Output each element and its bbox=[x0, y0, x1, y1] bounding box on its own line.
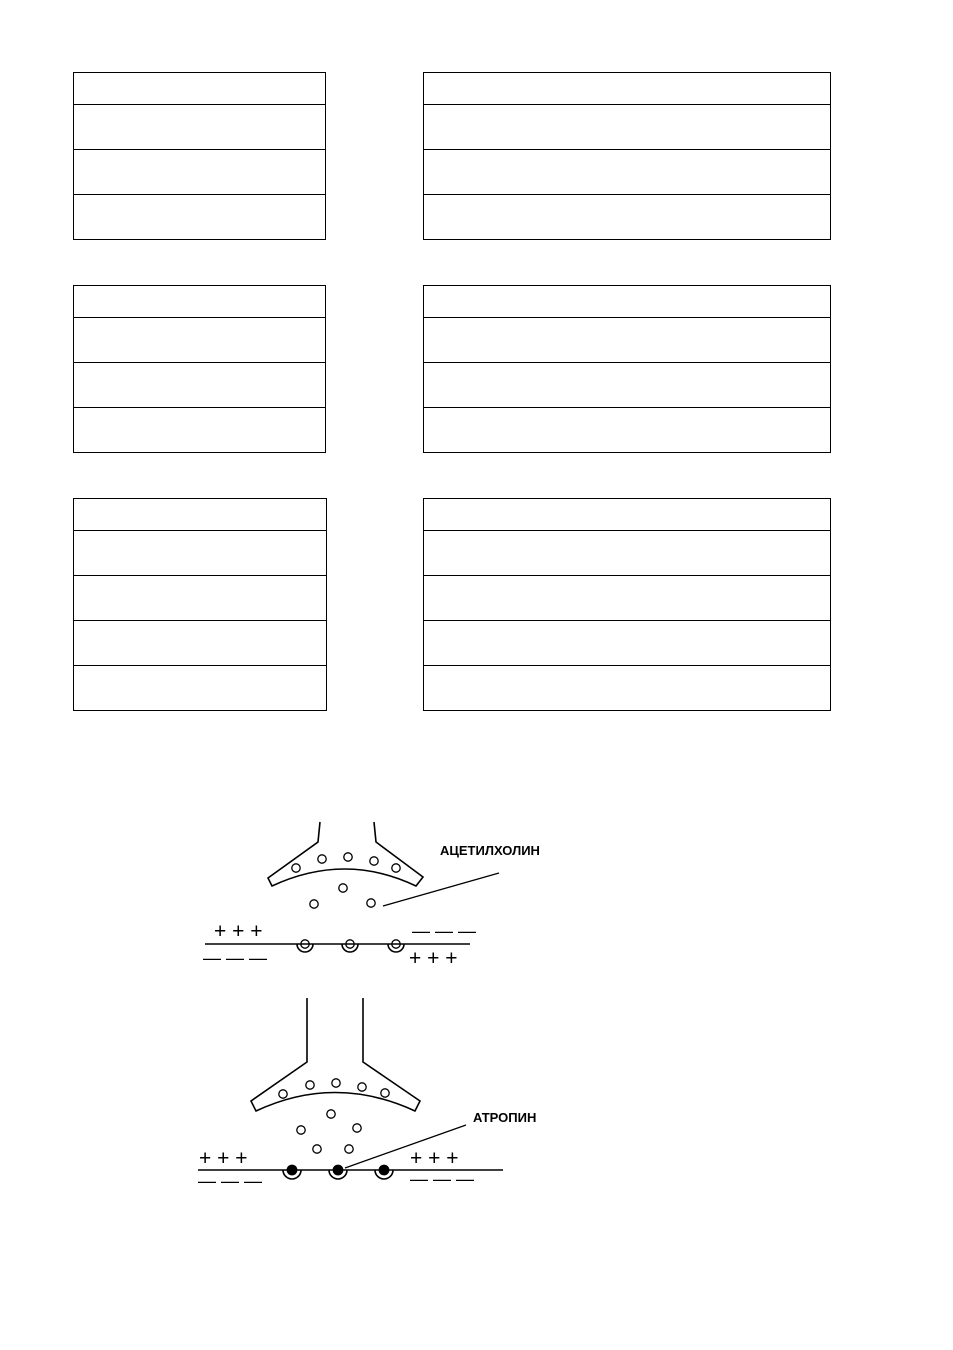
charge-left-bottom: — — — bbox=[198, 1171, 263, 1191]
vesicle bbox=[327, 1110, 335, 1118]
vesicle bbox=[279, 1090, 287, 1098]
charge-left-top: + + + bbox=[199, 1147, 248, 1170]
vesicles-bottom bbox=[279, 1079, 389, 1153]
vesicle bbox=[367, 899, 375, 907]
charge-right-top: + + + bbox=[410, 1147, 459, 1170]
vesicle bbox=[318, 855, 326, 863]
charge-right-bottom: — — — bbox=[410, 1169, 475, 1189]
vesicle bbox=[297, 1126, 305, 1134]
vesicle bbox=[344, 853, 352, 861]
vesicle bbox=[306, 1081, 314, 1089]
vesicle bbox=[292, 864, 300, 872]
vesicle bbox=[313, 1145, 321, 1153]
vesicle bbox=[339, 884, 347, 892]
vesicles-top bbox=[292, 853, 400, 908]
vesicle bbox=[332, 1079, 340, 1087]
charge-right-top: — — — bbox=[412, 921, 477, 941]
acetylcholine-label: АЦЕТИЛХОЛИН bbox=[440, 843, 540, 858]
atropine-molecule bbox=[287, 1165, 296, 1174]
atropine-molecule bbox=[379, 1165, 388, 1174]
atropine-molecule bbox=[333, 1165, 342, 1174]
vesicle bbox=[358, 1083, 366, 1091]
vesicle bbox=[345, 1145, 353, 1153]
charge-right-bottom: + + + bbox=[409, 947, 458, 970]
charge-left-top: + + + bbox=[214, 920, 263, 943]
vesicle bbox=[353, 1124, 361, 1132]
vesicle bbox=[310, 900, 318, 908]
vesicle bbox=[392, 864, 400, 872]
vesicle bbox=[381, 1089, 389, 1097]
label-pointer-acetylcholine bbox=[383, 873, 499, 906]
atropine-label: АТРОПИН bbox=[473, 1110, 537, 1125]
presynaptic-terminal-bottom bbox=[251, 998, 420, 1111]
charge-left-bottom: — — — bbox=[203, 948, 268, 968]
vesicle bbox=[370, 857, 378, 865]
